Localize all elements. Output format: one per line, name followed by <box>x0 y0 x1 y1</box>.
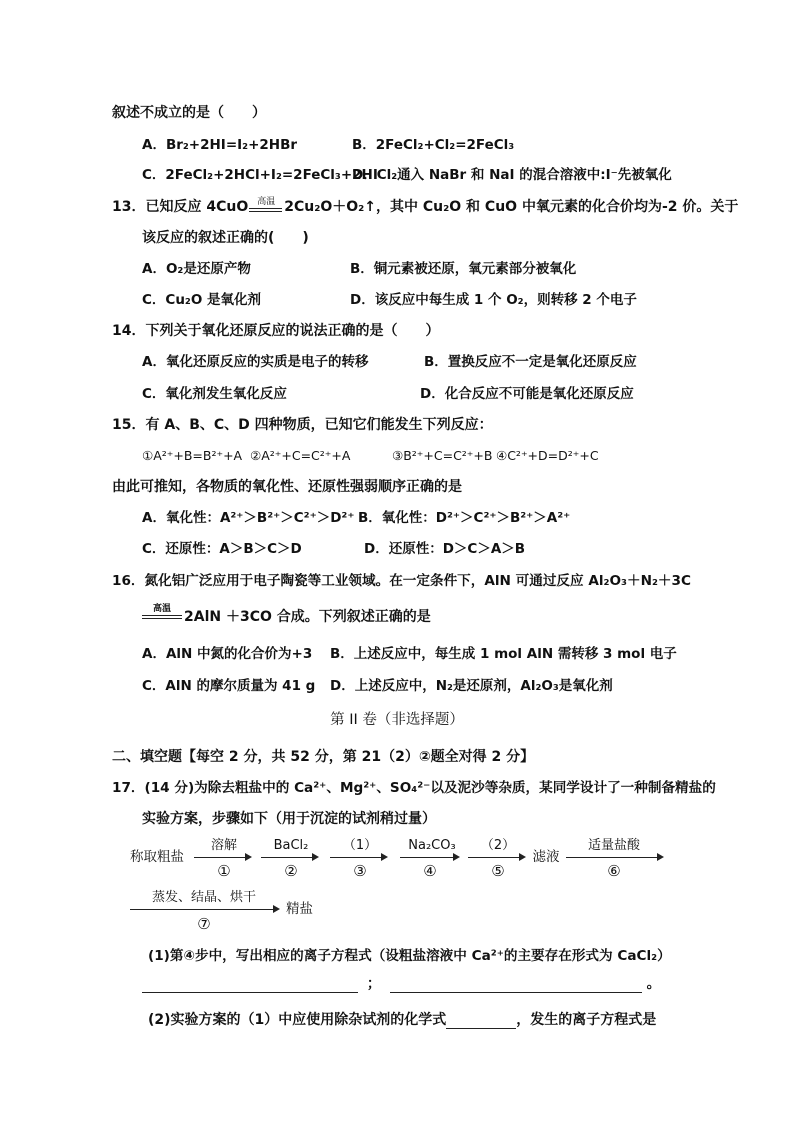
q16-option-c: C．AlN 的摩尔质量为 41 g <box>142 678 316 694</box>
q13-equals-sign <box>249 208 282 212</box>
q14-option-c: C．氧化剂发生氧化反应 <box>142 386 287 402</box>
q13-stem-pre: 13．已知反应 4CuO <box>112 199 249 215</box>
q13-option-d: D．该反应中每生成 1 个 O₂，则转移 2 个电子 <box>350 292 637 308</box>
flow-step-6-number: ⑥ <box>607 862 621 880</box>
flow-end: 精盐 <box>286 901 313 917</box>
q16-stem-line2: 2AlN ＋3CO 合成。下列叙述正确的是 <box>184 609 431 625</box>
q13-stem-post: 2Cu₂O＋O₂↑，其中 Cu₂O 和 CuO 中氧元素的化合价均为-2 价。关于 <box>284 199 739 215</box>
q15-stem-line3: 由此可推知，各物质的氧化性、还原性强弱顺序正确的是 <box>112 479 462 495</box>
flow-step-7-label: 蒸发、结晶、烘干 <box>151 890 256 905</box>
q17-sub2-blank[interactable] <box>446 1010 516 1029</box>
flow-step-2-number: ② <box>284 862 298 880</box>
q13-high-temp-sign <box>248 198 284 216</box>
q13-condition: 高温 <box>257 197 276 207</box>
section-heading: 二、填空题【每空 2 分，共 52 分，第 21（2）②题全对得 2 分】 <box>112 749 535 765</box>
flow-arrow-2 <box>261 857 317 858</box>
q15-stem: 15．有 A、B、C、D 四种物质，已知它们能发生下列反应： <box>112 417 493 433</box>
q12-option-d: D．Cl₂通入 NaBr 和 NaI 的混合溶液中:I⁻先被氧化 <box>352 167 672 183</box>
q17-sub1-separator: ； <box>366 976 381 992</box>
flow-step-5-number: ⑤ <box>491 862 505 880</box>
q17-sub2 <box>148 1010 656 1029</box>
q16-condition: 高温 <box>152 604 171 614</box>
q12-option-b: B．2FeCl₂+Cl₂=2FeCl₃ <box>352 137 515 153</box>
q17-sub1: (1)第④步中，写出相应的离子方程式（设粗盐溶液中 Ca²⁺的主要存在形式为 CaCl₂） <box>148 948 671 964</box>
section-title: 第 II 卷（非选择题） <box>330 712 464 728</box>
q17-sub2-post: ，发生的离子方程式是 <box>516 1012 657 1028</box>
flow-start: 称取粗盐 <box>130 849 184 865</box>
q13-stem <box>112 198 738 216</box>
flow-step-5-label: （2） <box>480 838 516 853</box>
q16-stem: 16．氮化铝广泛应用于电子陶瓷等工业领域。在一定条件下，AlN 可通过反应 Al₂O₃＋N₂＋3C <box>112 573 691 589</box>
q14-stem: 14．下列关于氧化还原反应的说法正确的是（ ） <box>112 323 440 339</box>
q13-option-b: B．铜元素被还原，氧元素部分被氧化 <box>350 261 577 277</box>
q15-option-a: A．氧化性：A²⁺＞B²⁺＞C²⁺＞D²⁺ <box>142 510 355 526</box>
q17-sub1-end: 。 <box>646 976 661 992</box>
flow-step-3-label: （1） <box>342 838 378 853</box>
q12-stem-end: 叙述不成立的是（ ） <box>112 105 266 121</box>
q15-option-d: D．还原性：D＞C＞A＞B <box>364 541 526 557</box>
q13-option-a: A．O₂是还原产物 <box>142 261 251 277</box>
q17-stem: 17．(14 分)为除去粗盐中的 Ca²⁺、Mg²⁺、SO₄²⁻以及泥沙等杂质，某同学设计了一种制备精盐的 <box>112 780 716 796</box>
q16-high-temp-sign <box>142 604 182 622</box>
q16-option-d: D．上述反应中，N₂是还原剂，Al₂O₃是氧化剂 <box>330 678 613 694</box>
flow-step-3-number: ③ <box>353 862 367 880</box>
q16-equals-sign <box>142 615 182 619</box>
q15-option-c: C．还原性：A＞B＞C＞D <box>142 541 302 557</box>
q15-reaction-1: ①A²⁺+B=B²⁺+A <box>142 448 243 463</box>
q15-reaction-4: ④C²⁺+D=D²⁺+C <box>496 448 599 463</box>
q13-option-c: C．Cu₂O 是氧化剂 <box>142 292 262 308</box>
flow-step-6-label: 适量盐酸 <box>587 838 640 853</box>
q17-sub1-answer-line <box>142 974 661 993</box>
q15-option-b: B．氧化性：D²⁺＞C²⁺＞B²⁺＞A²⁺ <box>358 510 571 526</box>
q12-option-a: A．Br₂+2HI=I₂+2HBr <box>142 137 298 153</box>
flow-arrow-3 <box>330 857 386 858</box>
flow-step-4-number: ④ <box>423 862 437 880</box>
flow-filtrate: 滤液 <box>532 849 560 865</box>
flow-step-2-label: BaCl₂ <box>273 838 309 853</box>
q14-option-b: B．置换反应不一定是氧化还原反应 <box>424 354 637 370</box>
flow-step-7-number: ⑦ <box>197 915 211 933</box>
flow-arrow-6 <box>566 857 662 858</box>
flow-step-4-label: Na₂CO₃ <box>408 838 456 853</box>
flow-arrow-4 <box>400 857 458 858</box>
q16-option-b: B．上述反应中，每生成 1 mol AlN 需转移 3 mol 电子 <box>330 646 677 662</box>
q17-sub1-blank-1[interactable] <box>142 974 358 993</box>
q14-option-a: A．氧化还原反应的实质是电子的转移 <box>142 354 369 370</box>
flow-arrow-7 <box>130 909 278 910</box>
flow-step-1-label: 溶解 <box>210 838 237 853</box>
q17-stem-line2: 实验方案，步骤如下（用于沉淀的试剂稍过量） <box>142 811 436 827</box>
flow-step-1-number: ① <box>217 862 231 880</box>
flow-arrow-5 <box>468 857 524 858</box>
q17-sub2-pre: (2)实验方案的（1）中应使用除杂试剂的化学式 <box>148 1012 447 1028</box>
q13-stem-line2: 该反应的叙述正确的( ) <box>142 230 309 246</box>
q17-sub1-blank-2[interactable] <box>390 974 642 993</box>
q15-reaction-2: ②A²⁺+C=C²⁺+A <box>250 448 351 463</box>
q12-option-c: C．2FeCl₂+2HCl+I₂=2FeCl₃+2HI <box>142 167 378 183</box>
q16-option-a: A．AlN 中氮的化合价为+3 <box>142 646 313 662</box>
q15-reaction-3: ③B²⁺+C=C²⁺+B <box>392 448 493 463</box>
q14-option-d: D．化合反应不可能是氧化还原反应 <box>420 386 634 402</box>
flow-arrow-1 <box>194 857 250 858</box>
